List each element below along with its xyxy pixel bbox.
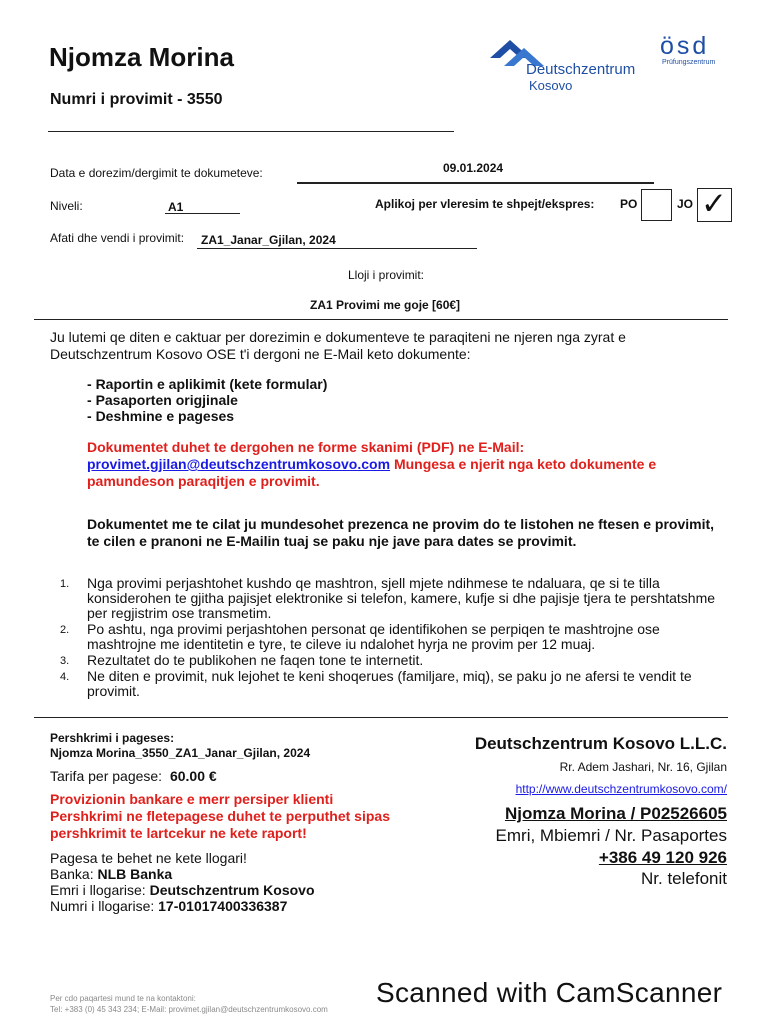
email-instructions: [87, 439, 727, 490]
date-value: 09.01.2024: [443, 161, 504, 175]
rule-item: [50, 653, 730, 668]
osd-logo-mark: ösd: [660, 32, 710, 60]
footer-contact-details: Tel: +383 (0) 45 343 234; E-Mail: provimet.gjilan@deutschzentrumkosovo.com: [50, 1005, 328, 1014]
rule-number: 2.: [60, 624, 70, 636]
deadline-underline: [197, 248, 477, 249]
osd-logo: [660, 32, 730, 76]
account-holder-row: [50, 882, 315, 898]
payment-description-value: Njomza Morina_3550_ZA1_Janar_Gjilan, 2024: [50, 746, 311, 760]
rule-number: 4.: [60, 671, 70, 683]
invitation-note: Dokumentet me te cilat ju mundesohet prezenca ne provim do te listohen ne ftesen e provimit, te cilen e pranoni ne E-Mailin tuaj se paku nje jave para dates se provimit.: [87, 516, 715, 549]
footer-contact-line: Per cdo paqartesi mund te na kontaktoni:: [50, 994, 196, 1003]
level-label: Niveli:: [50, 199, 83, 213]
account-holder-label: Emri i llogarise:: [50, 882, 146, 898]
rules-divider: [34, 717, 728, 718]
account-number-value: 17-01017400336387: [158, 898, 288, 914]
checkmark-icon: ✓: [701, 186, 727, 222]
rule-text: Nga provimi perjashtohet kushdo qe mashtron, sjell mjete ndihmese te ndaluara, qe si te tilla konsiderohen te gjitha pajisjet elektronike si telefon, kamere, kufje si dhe pajisje tjera te pershtatshme per regjistrim ose transmetim.: [87, 575, 716, 621]
account-holder-value: Deutschzentrum Kosovo: [149, 882, 315, 898]
jo-checkbox[interactable]: [697, 188, 732, 222]
fee-value: 60.00 €: [169, 768, 217, 784]
exam-type-label: Lloji i provimit:: [348, 268, 425, 282]
deutschzentrum-logo: [486, 36, 636, 96]
list-item: - Raportin e aplikimit (kete formular): [87, 376, 587, 392]
jo-label: JO: [677, 197, 694, 211]
osd-logo-subtext: Prüfungszentrum: [662, 59, 716, 66]
account-number-row: [50, 898, 287, 914]
exam-number: Numri i provimit - 3550: [50, 91, 223, 108]
rule-number: 1.: [60, 578, 70, 590]
header-divider: [48, 131, 454, 132]
bank-label: Banka:: [50, 866, 94, 882]
rule-text: Rezultatet do te publikohen ne faqen tone te internetit.: [87, 652, 424, 668]
payment-description-label: Pershkrimi i pageses:: [50, 731, 175, 745]
po-label: PO: [620, 197, 638, 211]
account-intro: Pagesa te behet ne kete llogari!: [50, 850, 247, 866]
rules-list: [50, 576, 730, 700]
bank-row: [50, 866, 172, 882]
payment-description-note: Pershkrimi ne fletepagese duhet te perputhet sipas pershkrimit te lartcekur ne kete raport!: [50, 808, 390, 841]
rule-text: Po ashtu, nga provimi perjashtohen personat qe identifikohen se perpiqen te mashtrojne ose mashtrojne me identitetin e tyre, te cileve iu ndalohet hyrja ne provim per 12 muaj.: [87, 621, 660, 652]
company-name: Deutschzentrum Kosovo L.L.C.: [474, 734, 727, 753]
list-item: - Deshmine e pageses: [87, 408, 587, 424]
bank-commission-note: Provizionin bankare e merr persiper klienti: [50, 791, 334, 807]
rule-item: [50, 669, 730, 699]
deadline-label: Afati dhe vendi i provimit:: [50, 231, 185, 245]
account-number-label: Numri i llogarise:: [50, 898, 155, 914]
rule-item: [50, 576, 730, 621]
dz-logo-text: Deutschzentrum: [526, 61, 636, 78]
candidate-phone: +386 49 120 926: [598, 848, 727, 867]
email-link[interactable]: provimet.gjilan@deutschzentrumkosovo.com: [87, 456, 391, 472]
rule-text: Ne diten e provimit, nuk lejohet te keni shoqerues (familjare, miq), se paku jo ne afersi te vendit te provimit.: [87, 668, 692, 699]
fee-label: Tarifa per pagese:: [50, 768, 163, 784]
level-underline: [165, 213, 240, 214]
rule-number: 3.: [60, 655, 70, 667]
email-note-red: Dokumentet duhet te dergohen ne forme skanimi (PDF) ne E-Mail:: [87, 439, 525, 455]
po-checkbox[interactable]: [641, 189, 672, 221]
fee-row: [50, 768, 217, 784]
candidate-name-heading: Njomza Morina: [49, 42, 234, 72]
required-documents-list: [87, 376, 587, 424]
form-divider: [34, 319, 728, 320]
missing-docs-note: Mungesa e njerit nga keto dokumente e pamundeson paraqitjen e provimit.: [87, 456, 657, 489]
date-underline: [297, 182, 654, 184]
dz-logo-subtext: Kosovo: [529, 78, 573, 93]
company-address: Rr. Adem Jashari, Nr. 16, Gjilan: [559, 760, 727, 774]
candidate-id: Njomza Morina / P02526605: [504, 804, 727, 823]
exam-type-value: ZA1 Provimi me goje [60€]: [310, 298, 461, 312]
date-label: Data e dorezim/dergimit te dokumeteve:: [50, 166, 263, 180]
level-value: A1: [168, 200, 184, 214]
phone-caption: Nr. telefonit: [641, 869, 727, 888]
rule-item: [50, 622, 730, 652]
intro-paragraph: Ju lutemi qe diten e caktuar per dorezimin e dokumenteve te paraqiteni ne njeren nga zyrat e Deutschzentrum Kosovo OSE t'i dergoni ne E-Mail keto dokumente:: [50, 329, 626, 362]
camscanner-watermark: Scanned with CamScanner: [376, 977, 723, 1008]
company-website-link[interactable]: http://www.deutschzentrumkosovo.com/: [515, 782, 727, 796]
deadline-value: ZA1_Janar_Gjilan, 2024: [201, 233, 336, 247]
list-item: - Pasaporten origjinale: [87, 392, 587, 408]
express-label: Aplikoj per vleresim te shpejt/ekspres:: [375, 197, 595, 211]
bank-value: NLB Banka: [97, 866, 173, 882]
candidate-caption: Emri, Mbiemri / Nr. Pasaportes: [495, 826, 727, 845]
